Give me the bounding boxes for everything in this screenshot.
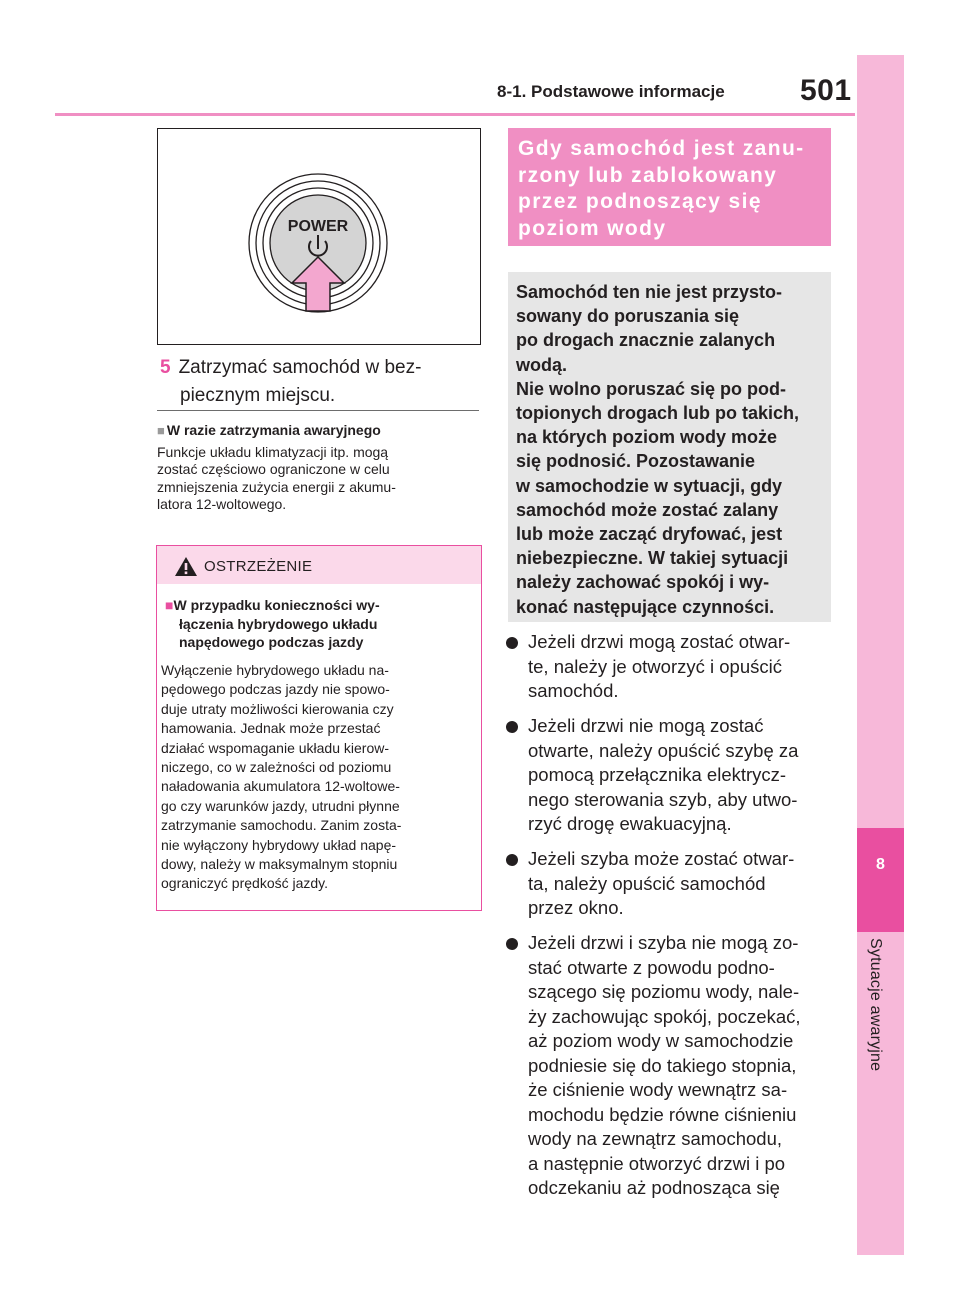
bullet-dot-icon <box>506 854 518 866</box>
header-divider <box>55 113 855 116</box>
list-item-text: Jeżeli drzwi nie mogą zostać otwarte, należy opuścić szybę za pomocą przełącznika elektrycz- nego sterowania szyb, aby utwo- rzyć drogę ewakuacyjną. <box>528 715 799 834</box>
step-text-line1: Zatrzymać samochód w bez- <box>178 357 422 378</box>
note-title-text: W razie zatrzymania awaryjnego <box>166 422 381 438</box>
list-item-text: Jeżeli drzwi mogą zostać otwar- te, należy je otworzyć i opuścić samochód. <box>528 631 791 701</box>
warning-title: OSTRZEŻENIE <box>204 558 313 575</box>
chapter-side-tab <box>857 55 904 1255</box>
square-bullet-icon: ■ <box>165 597 174 613</box>
bullet-dot-icon <box>506 938 518 950</box>
warning-triangle-icon <box>174 556 198 577</box>
caution-text: Samochód ten nie jest przysto- sowany do poruszania się po drogach znacznie zalanych wodą. Nie wolno poruszać się po pod- topionych drogach lub po takich, na których poziom wody może się podnosić. Pozostawanie w samochodzie w sytuacji, gdy samochód może zostać zalany lub może zacząć dryfować, jest niebezpieczne. W takiej sytuacji należy zachować spokój i wy- konać następujące czynności. <box>516 282 800 617</box>
chapter-title: Sytuacje awaryjne <box>867 938 884 1072</box>
list-item <box>506 630 836 704</box>
section-header-title: 8-1. Podstawowe informacje <box>497 82 725 101</box>
list-item-text: Jeżeli szyba może zostać otwar- ta, należy opuścić samochód przez okno. <box>528 848 795 918</box>
power-button-drawing <box>158 129 480 344</box>
chapter-number: 8 <box>876 856 885 873</box>
note-body: Funkcje układu klimatyzacji itp. mogą zostać częściowo ograniczone w celu zmniejszenia zużycia energii z akumu- latora 12-woltowego. <box>157 444 396 512</box>
step-5 <box>160 354 480 410</box>
page-number: 501 <box>800 74 852 107</box>
section-title: Gdy samochód jest zanu- rzony lub zablokowany przez podnoszący się poziom wody <box>518 137 805 240</box>
bullet-dot-icon <box>506 721 518 733</box>
warning-body: Wyłączenie hybrydowego układu na- pędowego podczas jazdy nie spowo- duje utraty możliwości kierowania czy hamowania. Jednak może przestać działać wspomaganie układu kierow- niczego, co w zależności od poziomu naładowania akumulatora 12-woltowe- go czy warunków jazdy, utrudni płynne zatrzymanie samochodu. Zanim zosta- nie wyłączony hybrydowy układ napę- dowy, należy w maksymalnym stopniu ograniczyć prędkość jazdy. <box>161 662 402 892</box>
power-label: POWER <box>287 218 349 235</box>
list-item <box>506 714 836 837</box>
note-divider <box>157 410 479 411</box>
warning-subtitle <box>165 596 473 652</box>
step-number: 5 <box>160 357 171 378</box>
square-bullet-icon: ■ <box>157 423 165 438</box>
chapter-tab-active-marker <box>857 828 904 932</box>
list-item <box>506 931 836 1201</box>
step-text-line2: piecznym miejscu. <box>180 385 336 406</box>
warning-subtitle-line1: W przypadku konieczności wy- <box>173 597 380 613</box>
list-item-text: Jeżeli drzwi i szyba nie mogą zo- stać otwarte z powodu podno- szącego się poziomu wody, nale- ży zachowując spokój, poczekać, aż poziom wody w samochodzie podniesie się do takiego stopnia, że ciśnienie wody wewnątrz sa- mochodu będzie równe ciśnieniu wody na zewnątrz samochodu, a następnie otworzyć drzwi i po odczekaniu aż podnosząca się <box>528 932 801 1198</box>
bullet-dot-icon <box>506 637 518 649</box>
bullet-list <box>506 630 836 1211</box>
list-item <box>506 847 836 921</box>
note-title <box>157 422 381 438</box>
power-button-illustration <box>157 128 481 345</box>
warning-subtitle-line3: napędowego podczas jazdy <box>179 634 364 650</box>
warning-subtitle-line2: łączenia hybrydowego układu <box>179 615 378 632</box>
